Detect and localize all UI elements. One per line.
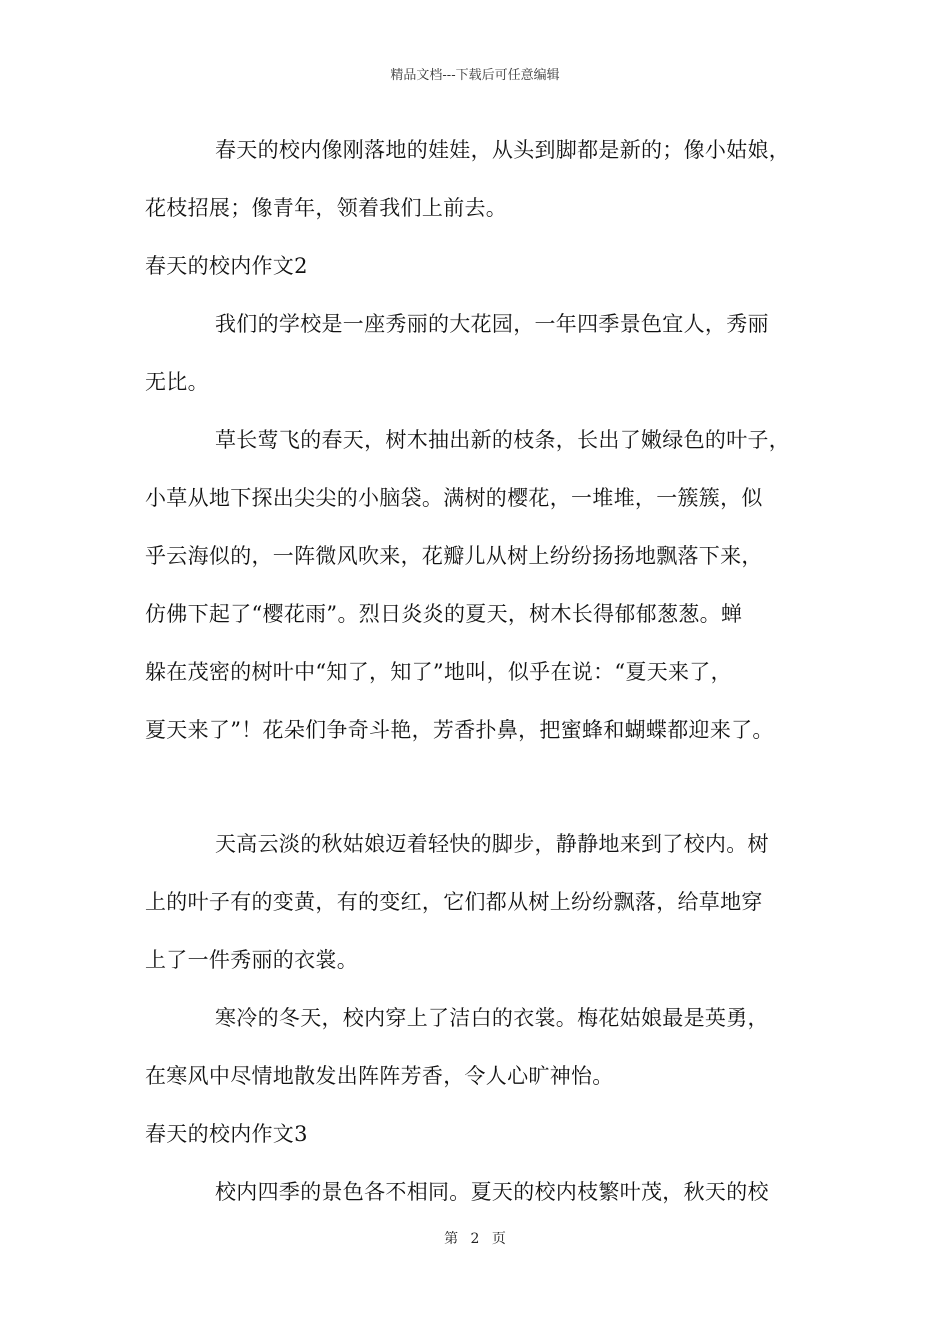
text-line: 仿佛下起了“樱花雨”。烈日炎炎的夏天，树木长得郁郁葱葱。蝉 <box>145 602 743 626</box>
text-line: 上了一件秀丽的衣裳。 <box>145 948 358 972</box>
text-line: 小草从地下探出尖尖的小脑袋。满树的樱花，一堆堆，一簇簇，似 <box>145 486 763 510</box>
text-line: 躲在茂密的树叶中“知了，知了”地叫，似乎在说：“夏天来了， <box>145 660 732 684</box>
page-label-suffix: 页 <box>491 1231 506 1247</box>
text-line: 花枝招展；像青年，领着我们上前去。 <box>145 196 508 220</box>
page-header: 精品文档---下载后可任意编辑 <box>390 68 560 83</box>
text-line: 乎云海似的，一阵微风吹来，花瓣儿从树上纷纷扬扬地飘落下来， <box>145 544 763 568</box>
section-heading: 春天的校内作文2 <box>145 254 308 278</box>
text-line: 天高云淡的秋姑娘迈着轻快的脚步，静静地来到了校内。树 <box>215 832 769 856</box>
text-line: 草长莺飞的春天，树木抽出新的枝条，长出了嫩绿色的叶子， <box>215 428 791 452</box>
page-number: 2 <box>470 1231 480 1247</box>
text-line: 校内四季的景色各不相同。夏天的校内枝繁叶茂，秋天的校 <box>215 1180 769 1204</box>
text-line: 夏天来了”！花朵们争奇斗艳，芳香扑鼻，把蜜蜂和蝴蝶都迎来了。 <box>145 718 774 742</box>
section-heading: 春天的校内作文3 <box>145 1122 308 1146</box>
text-line: 我们的学校是一座秀丽的大花园，一年四季景色宜人，秀丽 <box>215 312 769 336</box>
page-label-prefix: 第 <box>444 1231 459 1247</box>
text-line: 在寒风中尽情地散发出阵阵芳香，令人心旷神怡。 <box>145 1064 614 1088</box>
text-line: 寒冷的冬天，校内穿上了洁白的衣裳。梅花姑娘最是英勇， <box>215 1006 769 1030</box>
text-line: 无比。 <box>145 370 209 394</box>
text-line: 春天的校内像刚落地的娃娃，从头到脚都是新的；像小姑娘， <box>215 138 791 162</box>
text-line: 上的叶子有的变黄，有的变红，它们都从树上纷纷飘落，给草地穿 <box>145 890 763 914</box>
page-footer <box>0 1228 950 1248</box>
